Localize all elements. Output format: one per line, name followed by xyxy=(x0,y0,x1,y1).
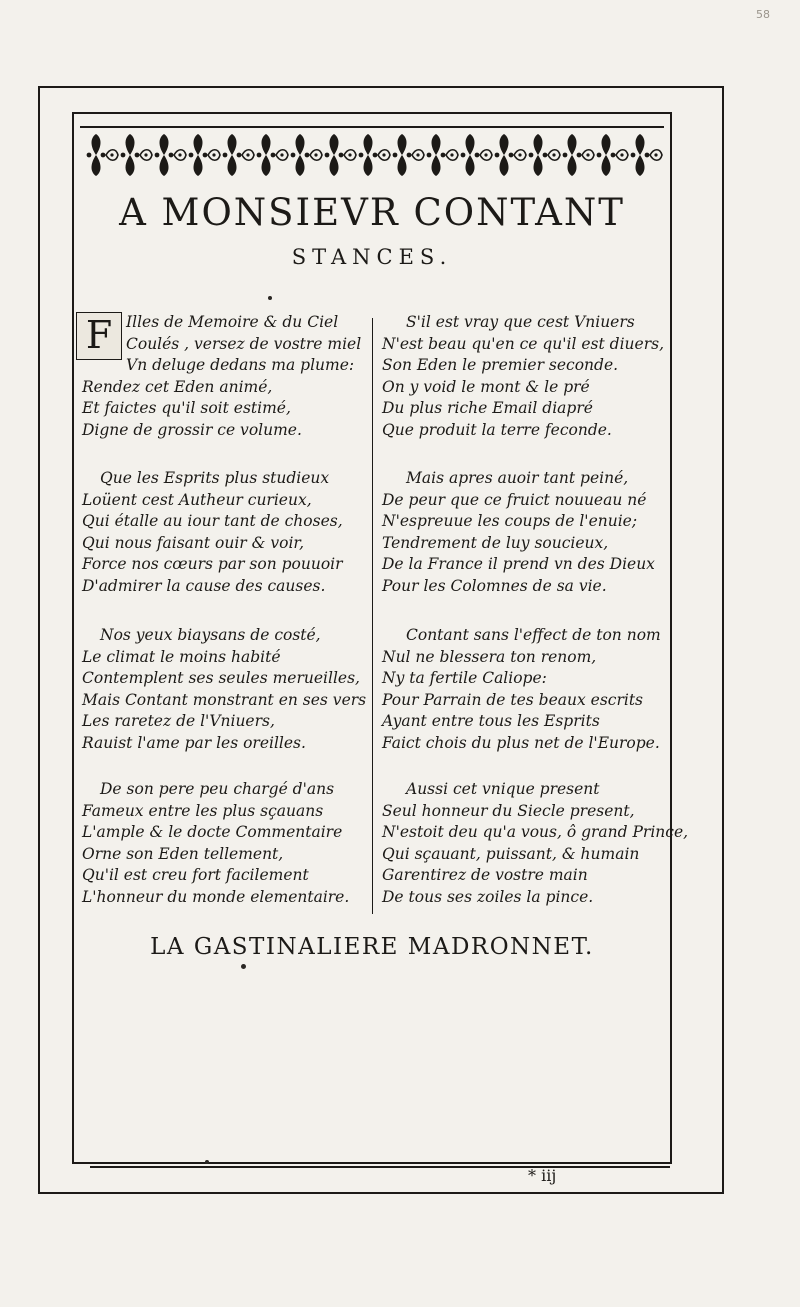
verse-line: Pour les Colomnes de sa vie. xyxy=(382,576,607,595)
fleuron-icon xyxy=(597,134,628,176)
fleuron-icon xyxy=(189,134,220,176)
page-corner-mark: 58 xyxy=(756,8,770,21)
verse-line: N'espreuue les coups de l'enuie; xyxy=(382,512,638,530)
fleuron-icon xyxy=(257,134,288,176)
stanza-right-4 xyxy=(382,779,689,908)
fleuron-icon xyxy=(563,134,594,176)
verse-line: Seul honneur du Siecle present, xyxy=(382,801,635,820)
verse-line: Vn deluge dedans ma plume: xyxy=(126,356,355,374)
verse-line: Les raretez de l'Vniuers, xyxy=(82,712,275,730)
stanza-right-1 xyxy=(382,312,672,441)
verse-line: Ny ta fertile Caliope: xyxy=(382,669,547,687)
fleuron-icon xyxy=(223,134,254,176)
verse-line: N'estoit deu qu'a vous, ô grand Prince, xyxy=(382,823,689,841)
verse-line: Rauist l'ame par les oreilles. xyxy=(82,733,306,752)
fleuron-icon xyxy=(529,134,560,176)
verse-line: Rendez cet Eden animé, xyxy=(82,377,273,396)
verse-line: Ayant entre tous les Esprits xyxy=(382,712,600,730)
fleuron-icon xyxy=(325,134,356,176)
fleuron-icon xyxy=(155,134,186,176)
verse-line: Force nos cœurs par son pouuoir xyxy=(82,555,343,573)
fleuron-ornament-icon xyxy=(80,128,664,182)
verse-line: Loüent cest Autheur curieux, xyxy=(82,490,312,509)
verse-line: Fameux entre les plus sçauans xyxy=(82,801,324,820)
fleuron-icon xyxy=(631,134,662,176)
verse-line: Contemplent ses seules merueilles, xyxy=(82,669,360,687)
verse-line: Garentirez de vostre main xyxy=(382,866,588,884)
verse-line: Faict chois du plus net de l'Europe. xyxy=(382,733,660,752)
stanza-right-3 xyxy=(382,625,672,754)
verse-line: Illes de Memoire & du Ciel xyxy=(126,313,339,331)
fleuron-icon xyxy=(495,134,526,176)
verse-line: Le climat le moins habité xyxy=(82,647,281,666)
verse-line: Digne de grossir ce volume. xyxy=(82,420,302,439)
ink-speck xyxy=(205,1160,209,1164)
verse-line: L'honneur du monde elementaire. xyxy=(82,887,350,906)
stanza-left-2 xyxy=(82,468,372,597)
verse-line: Son Eden le premier seconde. xyxy=(382,356,619,374)
verse-line: Pour Parrain de tes beaux escrits xyxy=(382,690,644,709)
verse-line: Que les Esprits plus studieux xyxy=(100,469,330,487)
verse-line: On y void le mont & le pré xyxy=(382,377,590,396)
verse-line: Orne son Eden tellement, xyxy=(82,844,284,863)
verse-line: Et faictes qu'il soit estimé, xyxy=(82,399,291,417)
ornament-band xyxy=(80,126,664,184)
verse-line: De tous ses zoiles la pince. xyxy=(382,887,594,906)
verse-line: Tendrement de luy soucieux, xyxy=(382,533,609,552)
verse-line: Nos yeux biaysans de costé, xyxy=(100,626,321,644)
column-divider xyxy=(372,318,373,914)
page-subtitle: STANCES. xyxy=(291,245,453,269)
verse-line: Qui nous faisant ouir & voir, xyxy=(82,533,305,552)
author-signature: LA GASTINALIERE MADRONNET. xyxy=(150,934,594,960)
verse-line: Qui sçauant, puissant, & humain xyxy=(382,844,640,863)
stanza-left-3 xyxy=(82,625,372,754)
fleuron-icon xyxy=(461,134,492,176)
verse-line: Contant sans l'effect de ton nom xyxy=(406,626,661,644)
verse-line: Mais apres auoir tant peiné, xyxy=(406,469,629,487)
fleuron-icon xyxy=(359,134,390,176)
verse-line: Mais Contant monstrant en ses vers xyxy=(82,690,367,709)
verse-line: Qu'il est creu fort facilement xyxy=(82,866,309,884)
fleuron-icon xyxy=(393,134,424,176)
verse-line: Qui étalle au iour tant de choses, xyxy=(82,512,343,530)
verse-line: De la France il prend vn des Dieux xyxy=(382,555,655,573)
drop-cap: F xyxy=(76,312,122,360)
stanza-left-1 xyxy=(82,312,372,441)
verse-line: Nul ne blessera ton renom, xyxy=(382,647,597,666)
verse-line: De son pere peu chargé d'ans xyxy=(100,780,335,798)
fleuron-icon xyxy=(427,134,458,176)
verse-line: L'ample & le docte Commentaire xyxy=(82,823,343,841)
stanza-right-2 xyxy=(382,468,672,597)
stanza-left-4 xyxy=(82,779,372,908)
verse-line: D'admirer la cause des causes. xyxy=(82,576,326,595)
verse-line: Aussi cet vnique present xyxy=(406,780,600,798)
fleuron-icon xyxy=(291,134,322,176)
verse-line: N'est beau qu'en ce qu'il est diuers, xyxy=(382,334,664,353)
verse-line: S'il est vray que cest Vniuers xyxy=(406,313,635,331)
fleuron-icon xyxy=(121,134,152,176)
signature-mark: * iij xyxy=(528,1166,557,1185)
bottom-rule xyxy=(90,1166,670,1168)
ink-speck xyxy=(241,964,246,969)
page-title: A MONSIEVR CONTANT xyxy=(119,191,625,234)
ink-speck xyxy=(268,296,272,300)
verse-line: Que produit la terre feconde. xyxy=(382,420,612,439)
verse-line: De peur que ce fruict nouueau né xyxy=(382,490,647,509)
verse-line: Du plus riche Email diapré xyxy=(382,399,593,417)
fleuron-icon xyxy=(87,134,118,176)
verse-line: Coulés , versez de vostre miel xyxy=(126,334,362,353)
